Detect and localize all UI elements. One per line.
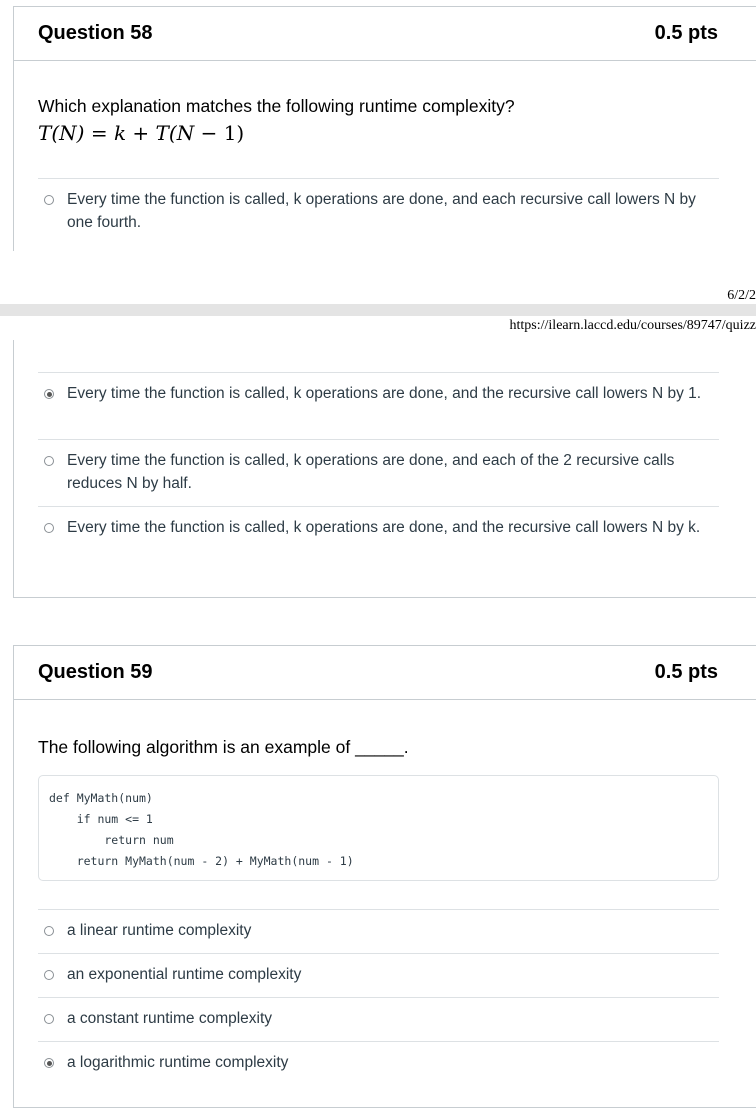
question-points: 0.5 pts <box>654 22 718 44</box>
question-title: Question 59 <box>38 661 153 683</box>
formula-plus: + <box>132 121 150 145</box>
answer-option[interactable] <box>38 372 719 439</box>
formula-k: k <box>113 121 127 145</box>
answer-text: Every time the function is called, k operations are done, and each of the 2 recursive calls reduces N by half. <box>67 452 675 492</box>
answer-option[interactable] <box>38 909 719 953</box>
radio-button[interactable] <box>44 926 54 936</box>
code-block <box>38 775 719 881</box>
runtime-formula <box>38 121 244 145</box>
radio-button[interactable] <box>44 970 54 980</box>
question-prompt: Which explanation matches the following runtime complexity? <box>38 96 515 116</box>
question-59-card <box>13 645 756 1108</box>
formula-equals: = <box>90 121 108 145</box>
answer-option[interactable] <box>38 1041 719 1085</box>
question-58-card <box>13 6 756 251</box>
question-title: Question 58 <box>38 22 153 44</box>
answer-text: a constant runtime complexity <box>67 1010 273 1027</box>
radio-button[interactable] <box>44 456 54 466</box>
answer-option[interactable] <box>38 178 719 252</box>
formula-lhs: T(N) <box>38 121 85 145</box>
radio-button-selected[interactable] <box>44 389 54 399</box>
print-date: 6/2/2 <box>727 288 756 303</box>
answer-text: Every time the function is called, k operations are done, and each recursive call lowers N by one fourth. <box>67 191 696 231</box>
question-58-card-continued <box>13 340 756 598</box>
formula-one: 1) <box>223 121 245 145</box>
page-break <box>0 304 756 316</box>
radio-button[interactable] <box>44 523 54 533</box>
answer-text: a linear runtime complexity <box>67 922 252 939</box>
answer-text: Every time the function is called, k operations are done, and the recursive call lowers N by k. <box>67 519 701 536</box>
radio-button[interactable] <box>44 1014 54 1024</box>
formula-t: T(N <box>155 121 195 145</box>
answer-option[interactable] <box>38 506 719 573</box>
formula-minus: − <box>200 121 218 145</box>
answer-text: an exponential runtime complexity <box>67 966 302 983</box>
answer-option[interactable] <box>38 439 719 506</box>
radio-button-selected[interactable] <box>44 1058 54 1068</box>
answer-option[interactable] <box>38 953 719 997</box>
answer-text: a logarithmic runtime complexity <box>67 1054 289 1071</box>
question-header <box>14 7 756 61</box>
print-url: https://ilearn.laccd.edu/courses/89747/quizz <box>509 318 756 333</box>
question-points: 0.5 pts <box>654 661 718 683</box>
question-prompt: The following algorithm is an example of _____. <box>38 737 409 757</box>
question-header <box>14 646 756 700</box>
answer-option[interactable] <box>38 997 719 1041</box>
answer-text: Every time the function is called, k operations are done, and the recursive call lowers N by 1. <box>67 385 702 402</box>
code-text: def MyMath(num) if num <= 1 return num return MyMath(num - 2) + MyMath(num - 1) <box>49 791 354 868</box>
radio-button[interactable] <box>44 195 54 205</box>
